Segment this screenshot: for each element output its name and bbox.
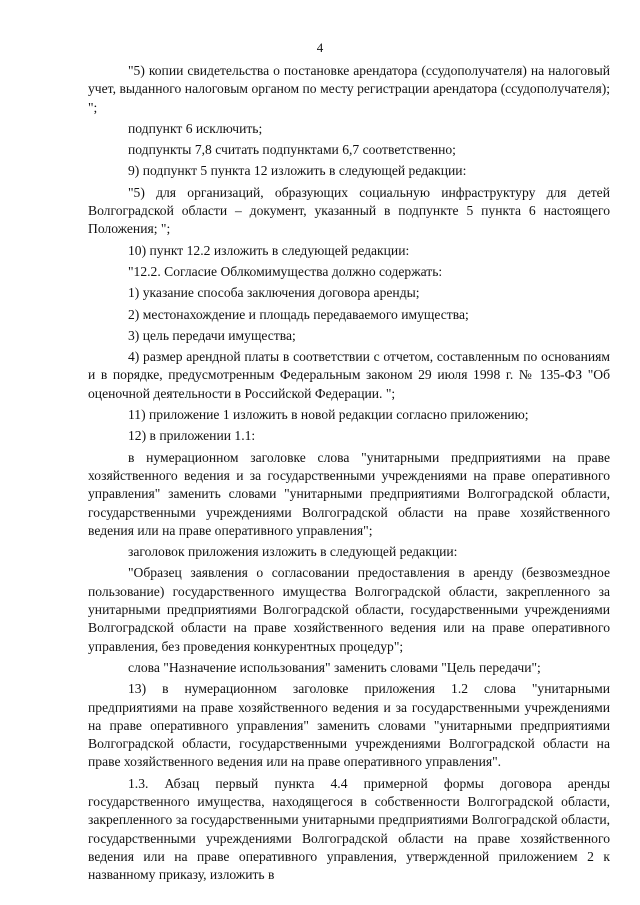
page-number: 4 <box>316 40 324 55</box>
paragraph: 3) цель передачи имущества; <box>128 327 296 343</box>
paragraph: в нумерационном заголовке слова "унитарными предприятиями на праве хозяйственного ведения и за государственными учреждениями на праве оперативного управления" заменить словами "унитарными предприятиями Волгоградской области, государственными учреждениями Волгоградской области на праве хозяйственного ведения или на праве оперативного управления"; <box>88 449 610 538</box>
paragraph: подпункт 6 исключить; <box>128 120 263 136</box>
paragraph: "5) копии свидетельства о постановке арендатора (ссудополучателя) на налоговый учет, выданного налоговым органом по месту регистрации арендатора (ссудополучателя); "; <box>88 63 610 115</box>
paragraph: 10) пункт 12.2 изложить в следующей редакции: <box>128 242 410 258</box>
paragraph: 2) местонахождение и площадь передаваемого имущества; <box>128 306 469 322</box>
paragraph: "12.2. Согласие Облкомимущества должно содержать: <box>128 263 443 279</box>
paragraph: 9) подпункт 5 пункта 12 изложить в следующей редакции: <box>128 163 467 179</box>
document-body <box>88 62 610 887</box>
paragraph: подпункты 7,8 считать подпунктами 6,7 соответственно; <box>128 142 456 158</box>
paragraph: 11) приложение 1 изложить в новой редакции согласно приложению; <box>128 407 529 423</box>
paragraph: "5) для организаций, образующих социальную инфраструктуру для детей Волгоградской области – документ, указанный в подпункте 5 пункта 6 настоящего Положения; "; <box>88 184 610 237</box>
paragraph: 1.3. Абзац первый пункта 4.4 примерной формы договора аренды государственного имущества, находящегося в собственности Волгоградской области, закрепленного за государственными унитарными предприятиями Волгоградской области, государственными учреждениями Волгоградской области на праве хозяйственного ведения или на праве оперативного управления, утвержденной приложением 2 к названному приказу, изложить в <box>88 775 610 883</box>
paragraph: слова "Назначение использования" заменить словами "Цель передачи"; <box>128 659 541 675</box>
paragraph: 1) указание способа заключения договора аренды; <box>128 285 420 301</box>
paragraph: заголовок приложения изложить в следующей редакции: <box>128 544 458 560</box>
paragraph: 13) в нумерационном заголовке приложения 1.2 слова "унитарными предприятиями на праве хозяйственного ведения и за государственными учреждениями на праве оперативного управления" заменить словами "унитарными предприятиями Волгоградской области, государственными учреждениями Волгоградской области на праве хозяйственного ведения или на праве оперативного управления". <box>88 681 610 770</box>
paragraph: 12) в приложении 1.1: <box>128 428 256 444</box>
paragraph: "Образец заявления о согласовании предоставления в аренду (безвозмездное пользование) государственного имущества Волгоградской области, закрепленного за унитарными предприятиями Волгоградской области, государственными учреждениями Волгоградской области на праве хозяйственного ведения или на праве оперативного управления, без проведения конкурентных процедур"; <box>88 565 610 654</box>
paragraph: 4) размер арендной платы в соответствии с отчетом, составленным по основаниям и в порядке, предусмотренным Федеральным законом 29 июля 1998 г. № 135-ФЗ "Об оценочной деятельности в Российской Федерации. "; <box>88 349 610 401</box>
